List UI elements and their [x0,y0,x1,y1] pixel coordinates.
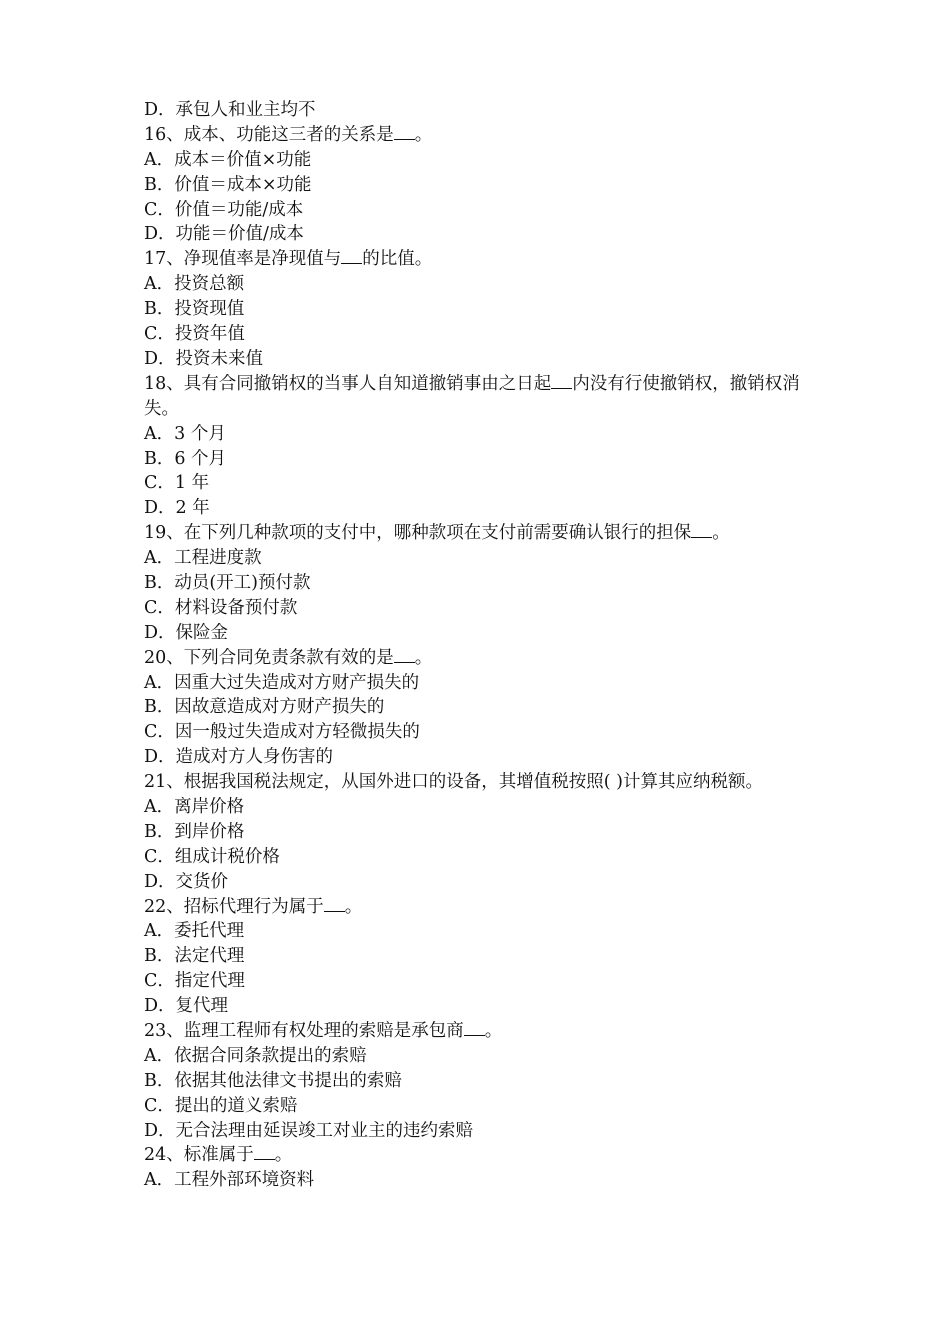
option-text: C．材料设备预付款 [144,597,298,618]
option-text: B．到岸价格 [144,821,245,842]
option-line [144,845,814,870]
option-line [144,173,814,198]
question-line [144,1143,814,1168]
answer-blank [464,1020,485,1036]
option-line [144,720,814,745]
option-text: C．投资年值 [144,324,245,345]
option-text: C．1 年 [144,473,210,494]
question-text-end: 。 [414,647,433,668]
option-text: D．无合法理由延误竣工对业主的违约索赔 [144,1120,474,1141]
option-text: A．投资总额 [144,274,245,295]
option-line [144,148,814,173]
question-text: 18、具有合同撤销权的当事人自知道撤销事由之日起 [144,373,552,394]
question-text: 22、招标代理行为属于 [144,896,324,917]
question-text: 23、监理工程师有权处理的索赔是承包商 [144,1020,464,1041]
option-text: D．交货价 [144,871,229,892]
option-line [144,222,814,247]
option-text: D．复代理 [144,996,229,1017]
option-text: A．因重大过失造成对方财产损失的 [144,672,420,693]
option-text: D．投资未来值 [144,348,264,369]
question-line [144,247,814,272]
answer-blank [551,373,572,389]
option-line [144,1119,814,1144]
option-line [144,870,814,895]
option-line [144,820,814,845]
question-line [144,372,814,422]
option-text: C．组成计税价格 [144,846,280,867]
option-text: B．6 个月 [144,448,227,469]
question-text-end: 。 [712,523,730,544]
answer-blank [341,248,362,264]
question-line [144,521,814,546]
option-line [144,944,814,969]
option-text: B．投资现值 [144,299,245,320]
document-body [144,98,814,1193]
option-text: A．工程进度款 [144,548,262,569]
option-line [144,422,814,447]
option-text: D．造成对方人身伤害的 [144,747,334,768]
option-line [144,272,814,297]
question-text: 16、成本、功能这三者的关系是 [144,124,394,145]
option-line [144,347,814,372]
answer-blank [394,647,415,663]
question-text-end: 的比值。 [362,249,433,270]
question-line [144,123,814,148]
option-text: D．承包人和业主均不 [144,100,316,120]
question-text-end: 。 [344,896,363,917]
option-line [144,198,814,223]
option-line [144,297,814,322]
option-text: A．工程外部环境资料 [144,1170,315,1191]
question-text: 20、下列合同免责条款有效的是 [144,647,394,668]
option-line [144,322,814,347]
option-text: C．因一般过失造成对方轻微损失的 [144,722,420,743]
option-text: C．指定代理 [144,971,245,992]
question-text: 24、标准属于 [144,1145,254,1166]
option-text: B．依据其他法律文书提出的索赔 [144,1070,402,1091]
option-text: A．委托代理 [144,921,245,942]
option-line [144,496,814,521]
option-line [144,1044,814,1069]
option-text: A．依据合同条款提出的索赔 [144,1045,367,1066]
option-line [144,621,814,646]
option-text: C．提出的道义索赔 [144,1095,298,1116]
option-line [144,1168,814,1193]
option-line [144,98,814,123]
option-line [144,969,814,994]
option-text: B．价值＝成本×功能 [144,174,312,195]
question-text-end: 。 [274,1145,293,1166]
question-text: 17、净现值率是净现值与 [144,249,342,270]
option-line [144,994,814,1019]
answer-blank [394,124,415,140]
question-text: 21、根据我国税法规定，从国外进口的设备，其增值税按照( )计算其应纳税额。 [144,772,763,793]
option-text: D．保险金 [144,622,229,643]
option-text: A．3 个月 [144,423,226,444]
answer-blank [691,522,712,538]
question-text-end: 内没有行使撤销权，撤销权消失。 [144,373,800,419]
option-line [144,1094,814,1119]
option-text: B．因故意造成对方财产损失的 [144,697,385,718]
option-line [144,695,814,720]
option-line [144,571,814,596]
answer-blank [324,896,345,912]
option-line [144,471,814,496]
question-line [144,646,814,671]
answer-blank [254,1144,275,1160]
question-line [144,895,814,920]
option-line [144,447,814,472]
option-line [144,745,814,770]
option-line [144,596,814,621]
option-line [144,546,814,571]
option-line [144,919,814,944]
question-text-end: 。 [484,1020,503,1041]
question-line [144,1019,814,1044]
question-text-end: 。 [414,124,433,145]
option-text: D．功能＝价值/成本 [144,224,304,245]
option-line [144,1069,814,1094]
option-line [144,795,814,820]
option-text: B．法定代理 [144,946,245,967]
option-text: A．离岸价格 [144,796,245,817]
option-line [144,671,814,696]
question-line [144,770,814,795]
option-text: A．成本＝价值×功能 [144,149,312,170]
option-text: D．2 年 [144,498,210,519]
option-text: C．价值＝功能/成本 [144,199,304,220]
question-text: 19、在下列几种款项的支付中，哪种款项在支付前需要确认银行的担保 [144,523,692,544]
option-text: B．动员(开工)预付款 [144,572,311,593]
